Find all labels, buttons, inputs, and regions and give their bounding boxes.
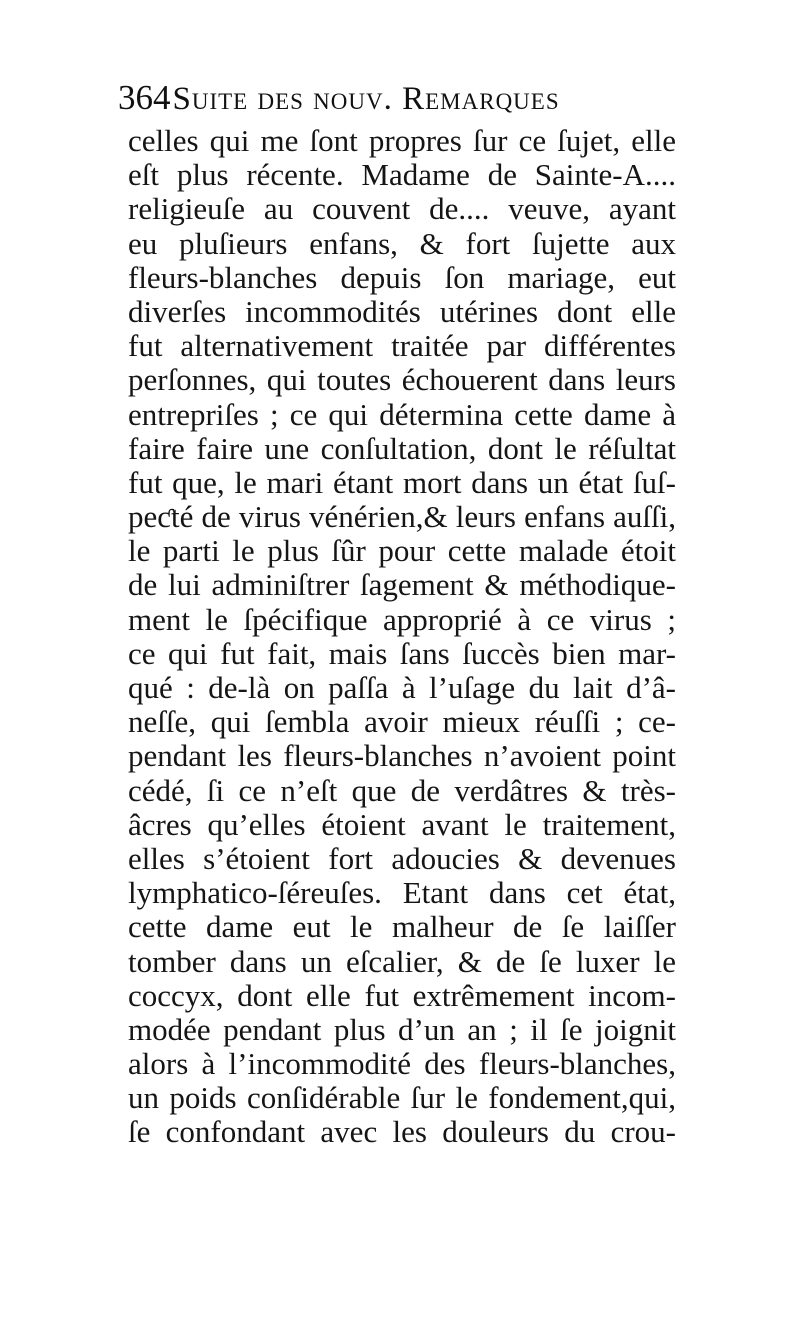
text-line: cette dame eut le malheur de ſe laiſſer [128,909,676,945]
text-line: le parti le plus ſûr pour cette malade étoit [128,533,676,569]
text-line: fleurs-blanches depuis ſon mariage, eut [128,259,676,295]
text-line: cédé, ſi ce n’eſt que de verdâtres & très- [128,772,676,808]
text-line: âcres qu’elles étoient avant le traitement, [128,806,676,842]
text-line: alors à l’incommodité des fleurs-blanches, [128,1046,676,1082]
text-line: ſe confondant avec les douleurs du crou- [128,1114,676,1150]
text-line: ment le ſpécifique approprié à ce virus ; [128,601,676,637]
text-line: eſt plus récente. Madame de Sainte-A.... [128,157,676,193]
running-title: Suite des nouv. Remarques [172,81,560,117]
text-line: coccyx, dont elle fut extrêmement incom- [128,977,676,1013]
text-line: un poids conſidérable ſur le fondement,qui, [128,1080,676,1116]
text-line: eu pluſieurs enfans, & fort ſujette aux [128,225,676,261]
text-line: de lui adminiſtrer ſagement & méthodique- [128,567,676,603]
text-line: fut que, le mari étant mort dans un état ſuſ- [128,464,676,500]
text-line: lymphatico-ſéreuſes. Etant dans cet état, [128,875,676,911]
text-line: fut alternativement traitée par différentes [128,328,676,364]
text-line: ce qui fut fait, mais ſans ſuccès bien mar- [128,635,676,671]
text-line: peƈté de virus vénérien,& leurs enfans auſſi, [128,499,676,535]
text-line: neſſe, qui ſembla avoir mieux réuſſi ; ce- [128,704,676,740]
page-number: 364 [118,78,171,117]
text-line: elles s’étoient fort adoucies & devenues [128,840,676,876]
text-line: entrepriſes ; ce qui détermina cette dame à [128,396,676,432]
text-line: qué : de-là on paſſa à l’uſage du lait d’â- [128,670,676,705]
text-line: tomber dans un eſcalier, & de ſe luxer le [128,943,676,979]
text-line: perſonnes, qui toutes échouerent dans leurs [128,362,676,398]
text-line: faire faire une conſultation, dont le réſultat [128,430,676,466]
text-line: celles qui me ſont propres ſur ce ſujet, elle [128,123,676,158]
text-line: modée pendant plus d’un an ; il ſe joignit [128,1011,676,1047]
text-line: religieuſe au couvent de.... veuve, ayant [128,191,676,227]
text-line: pendant les fleurs-blanches n’avoient point [128,738,676,774]
page-header [118,78,678,122]
body-text [128,124,676,1150]
text-line: diverſes incommodités utérines dont elle [128,293,676,329]
